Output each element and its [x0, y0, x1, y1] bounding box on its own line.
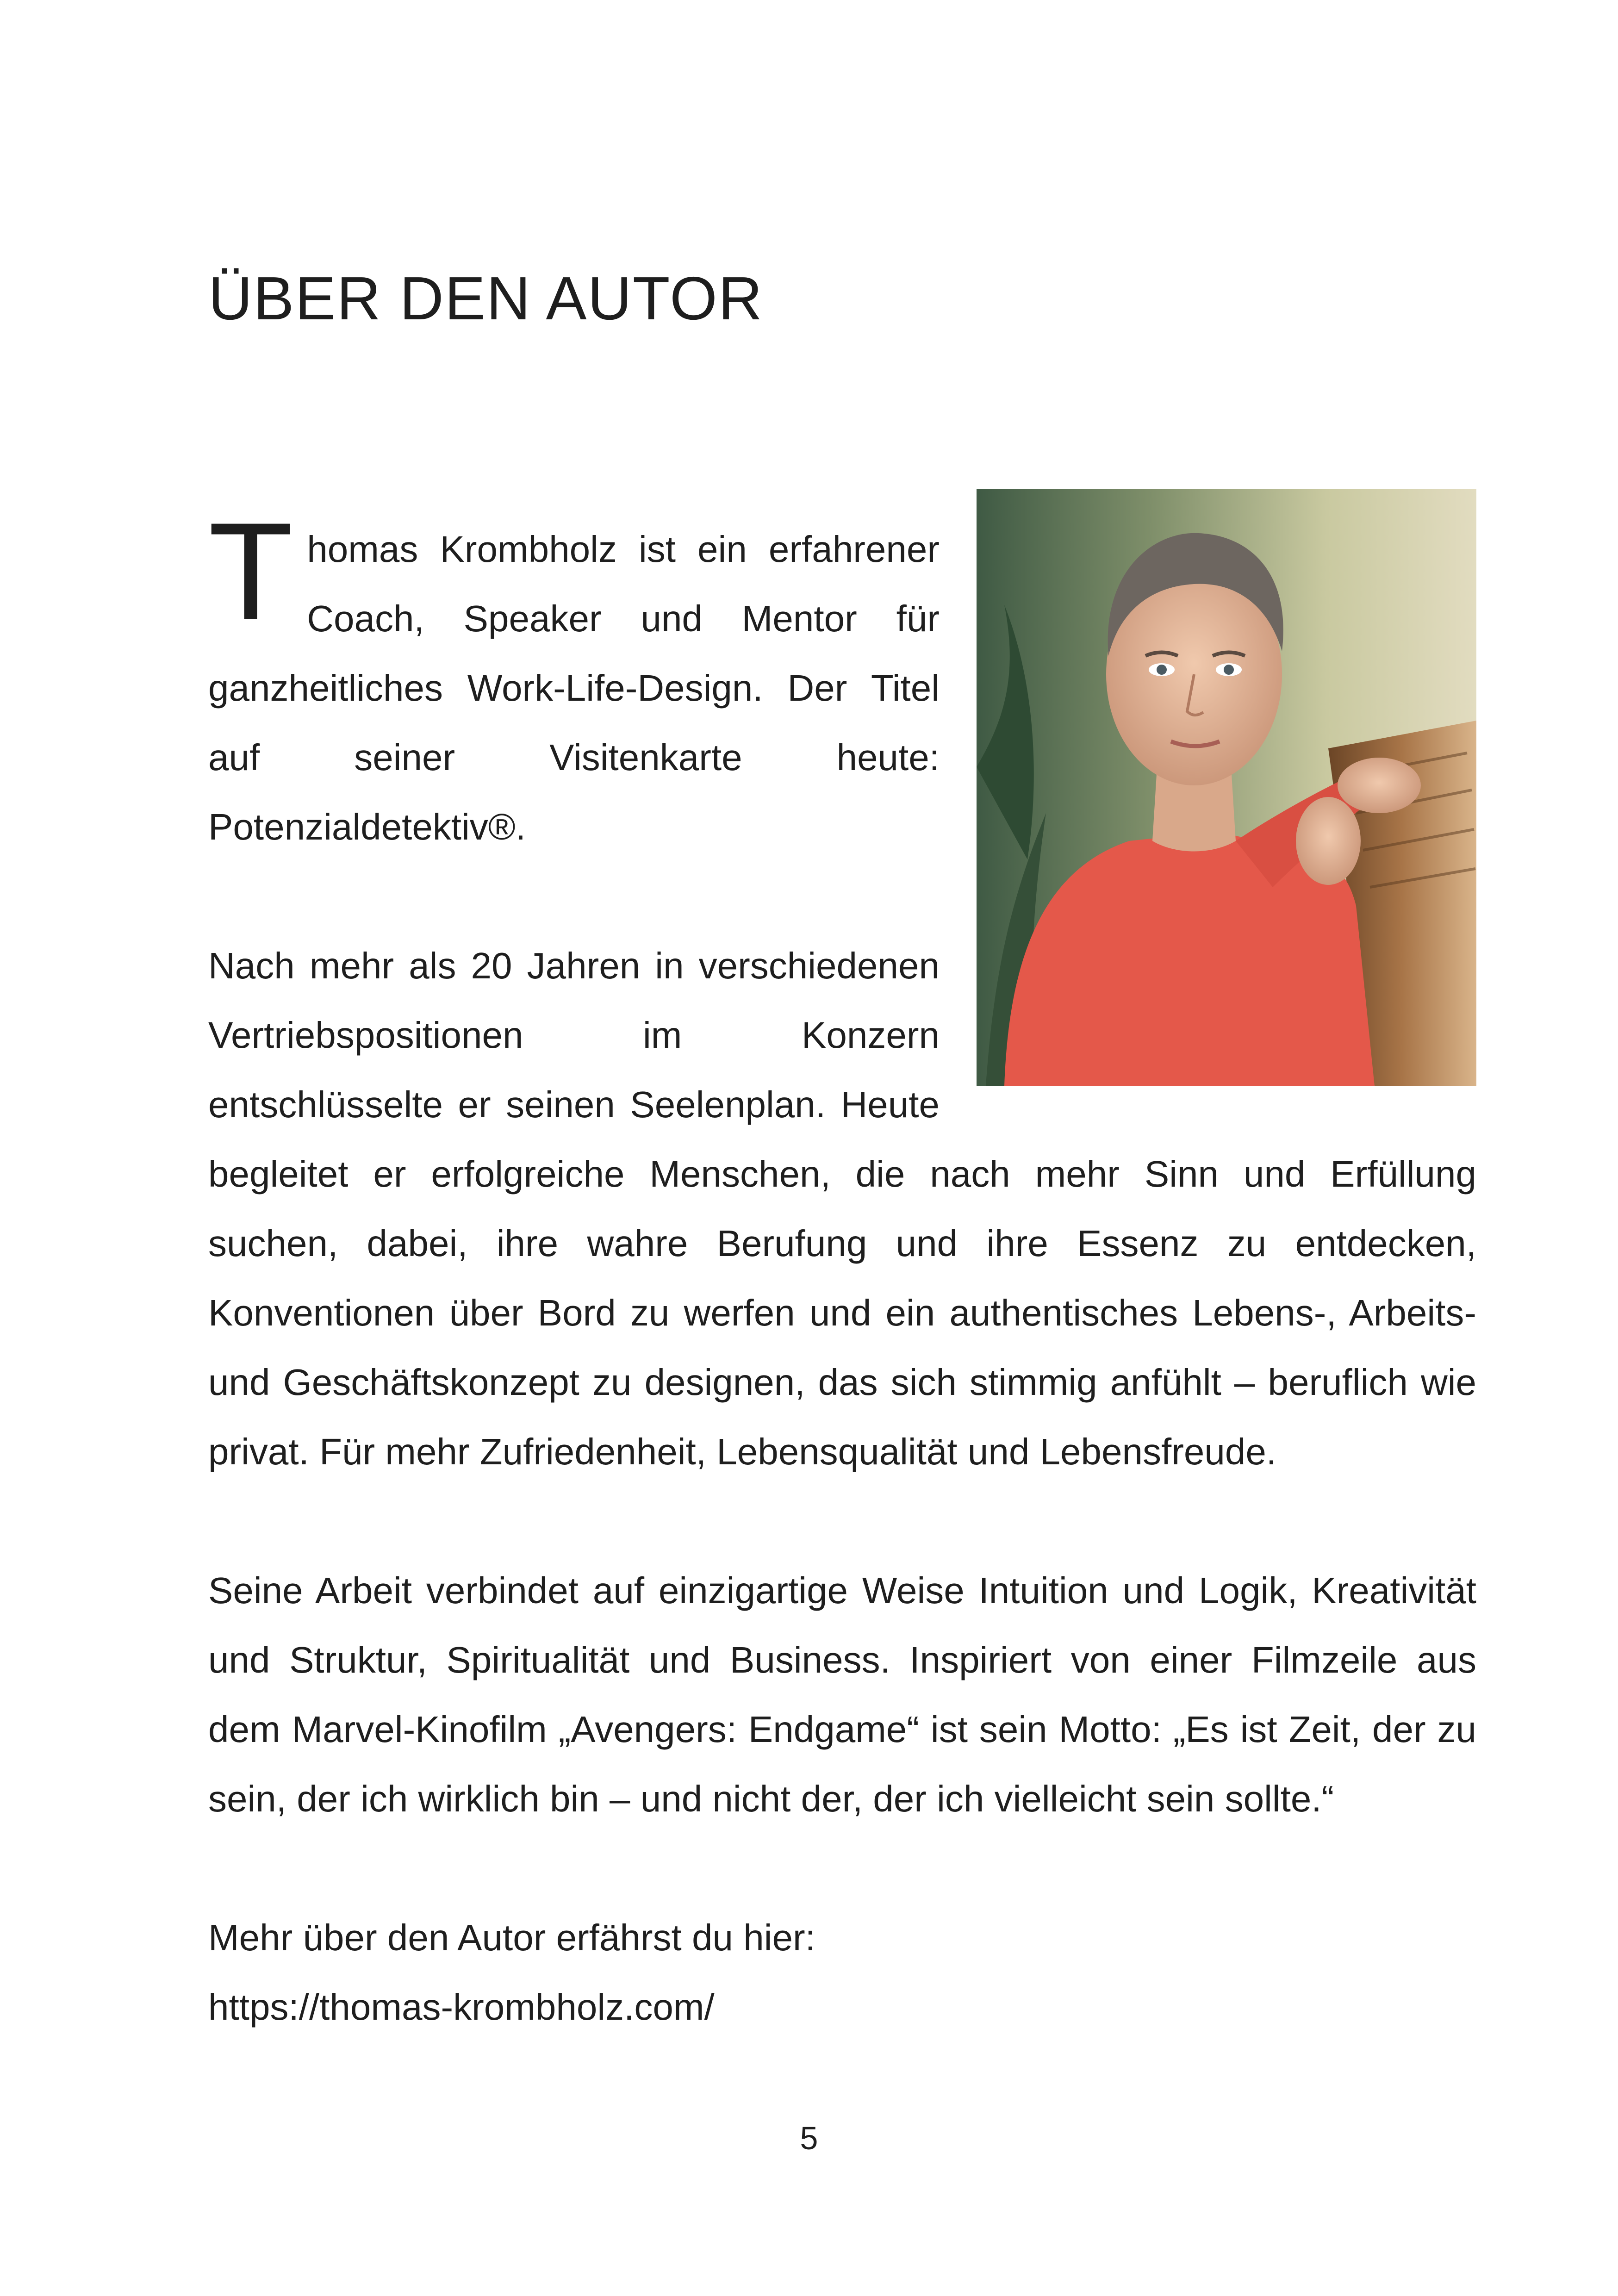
more-info-label: Mehr über den Autor erfährst du hier: [208, 1917, 815, 1958]
bio-paragraph-1-text: homas Krombholz ist ein erfahrener Coach, Speaker und Mentor für ganzheitliches Work-Life-Design. Der Titel auf seiner Visitenkarte heute: Potenzialdetektiv®. [208, 529, 940, 847]
author-website-link[interactable]: https://thomas-krombholz.com/ [208, 1986, 715, 2028]
bio-paragraph-3: Seine Arbeit verbindet auf einzigartige Weise Intuition und Logik, Kreativität und Struktur, Spiritualität und Business. Inspiriert von einer Filmzeile aus dem Marvel-Kinofilm „Avengers: Endgame“ ist sein Motto: „Es ist Zeit, der zu sein, der ich wirklich bin – und nicht der, der ich vielleicht sein sollte.“ [208, 1570, 1476, 1819]
more-info [208, 1903, 1476, 2042]
author-bio [208, 493, 1476, 2042]
drop-cap: T [208, 493, 293, 649]
bio-paragraph-2: Nach mehr als 20 Jahren in verschiedenen Vertriebspositionen im Konzern entschlüsselte er seinen Seelenplan. Heute begleitet er erfolgreiche Menschen, die nach mehr Sinn und Erfüllung suchen, dabei, ihre wahre Berufung und ihre Essenz zu entdecken, Konventionen über Bord zu werfen und ein authentisches Lebens-, Arbeits- und Geschäftskonzept zu designen, das sich stimmig anfühlt – beruflich wie privat. Für mehr Zufriedenheit, Lebensqualität und Lebensfreude. [208, 945, 1476, 1472]
page-number: 5 [800, 2120, 818, 2156]
page-title: ÜBER DEN AUTOR [208, 264, 764, 332]
author-photo [977, 489, 1476, 1086]
